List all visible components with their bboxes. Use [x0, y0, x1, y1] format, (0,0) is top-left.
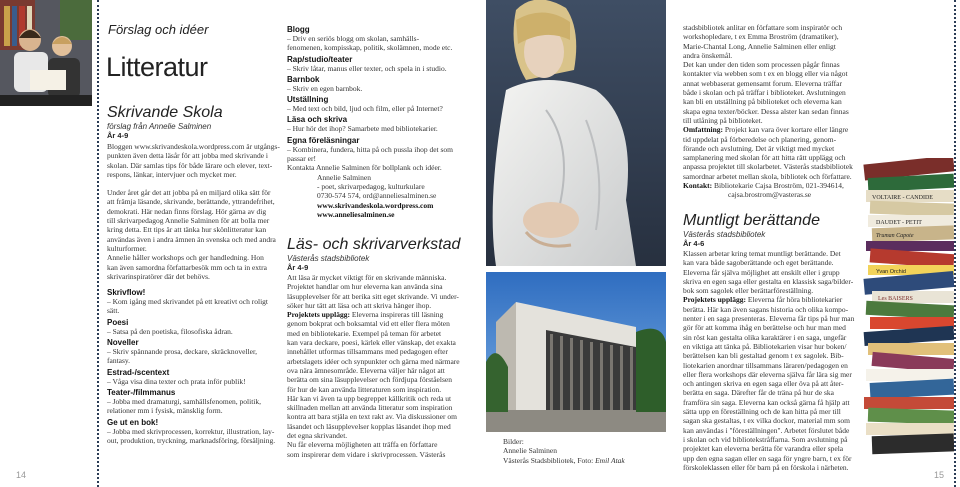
suggestion-line: – Satsa på den poetiska, filosofiska ådran.	[107, 326, 233, 336]
text-line: kontra att bara stjäla en text rakt av. Via diskussioner om	[287, 412, 457, 422]
caption-credit	[503, 456, 663, 465]
suggestion-line: – Jobba med dramaturgi, samhällsfenomen, politik,	[107, 396, 261, 406]
photographer-name: Emil Atak	[595, 455, 625, 465]
children-reading-photo	[0, 0, 92, 106]
suggestion-heading: Ge ut en bok!	[107, 417, 159, 427]
article-subtitle: Västerås stadsbibliotek	[287, 254, 370, 263]
suggestion-heading: Teater-/filmmanus	[107, 387, 176, 397]
suggestion-heading: Läsa och skriva	[287, 115, 348, 125]
book-spine-text: Yvan Orchid	[876, 269, 906, 275]
text-line: i skolan och vid bibliotekstråffarna. Som avslutning på	[683, 434, 848, 444]
text-line: andra önskemål.	[683, 50, 733, 60]
text-line: Eleverna inspireras till läsning	[350, 310, 444, 320]
text-line: kan även samordna författarbesök mm och ta in extra	[107, 262, 267, 272]
text-line: Projektet handlar om hur eleverna kan använda sina	[287, 282, 443, 292]
main-title: Litteratur	[106, 52, 208, 82]
age-range: År 4-9	[287, 263, 309, 272]
text-line: projektet kan eleverna berätta för varandra eller spela	[683, 444, 844, 454]
text-line: en viktiga att tänka på. Bibliotekarien visar hur boken/	[683, 341, 847, 351]
age-range: År 4-9	[107, 131, 129, 140]
annelie-salminen-portrait	[486, 0, 666, 266]
text-line: workshopledare, t ex Emma Broström (dramatiker),	[683, 32, 839, 42]
text-line: både i skolan och på träffar i biblioteket. Avslutningen	[683, 88, 846, 98]
contact-email[interactable]: cajsa.brostrom@vasteras.se	[728, 190, 812, 200]
text-line: Eleverna får höra bibliotekarier	[746, 295, 843, 305]
muntligt-berattande-article	[683, 212, 858, 472]
text-line: Att läsa är mycket viktigt för en skrivande människa.	[287, 273, 447, 282]
text-line: upp den egna sagan eller en saga för yngre barn, t ex för	[683, 453, 852, 463]
text-line: anpassa projektet till skolarbetet. Västerås stadsbibliotek	[683, 162, 853, 172]
text-line: sagan ska gestaltas, t ex vilka dockor, material mm som	[683, 416, 850, 426]
book-spine-text: DAUDET - PETIT	[876, 220, 922, 226]
text-line: Bibliotekarie Cajsa Broström, 021-394614,	[712, 181, 844, 191]
text-line: kan vara både sagoberättande och eget berättande.	[683, 258, 834, 268]
contact-name: Annelie Salminen	[317, 172, 371, 182]
suggestion-heading: Noveller	[107, 338, 139, 348]
library-building-photo	[486, 272, 666, 432]
text-line: skolan. Där samlas tips för både lärare och elever, text-	[107, 160, 273, 170]
text-line: Klassen arbetar kring temat muntligt berättande. Det	[683, 249, 841, 258]
suggestion-line: – Skriv låtar, manus eller texter, och spela in i studio.	[287, 63, 447, 73]
suggestion-line: fantasy.	[107, 356, 131, 366]
suggestion-list	[107, 288, 282, 445]
suggestion-line: – Skriv en egen barnbok.	[287, 83, 363, 93]
contact-web-link[interactable]: www.skrivandeskola.wordpress.com	[317, 200, 434, 210]
suggestion-line: sätt.	[107, 306, 120, 316]
text-line: liotekarien anordnar tillsammans läraren/pedagogen en	[683, 360, 848, 370]
text-line: berättelsen kan bli gestaltad genom t ex sagolek. Bib-	[683, 351, 844, 361]
article-intro	[107, 142, 282, 179]
text-line: läsandet och läsupplevelser kopplas läsandet ihop med	[287, 421, 451, 431]
text-line: ova nära ämnesområde. Eleverna väljer här något att	[287, 365, 445, 375]
text-line: Projekt kan vara över kortare eller längre	[723, 125, 849, 135]
text-line: tid uppdelat på förberedelse och planering, genom-	[683, 134, 837, 144]
text-line: skillnaden mellan att använda litteratur som inspiration	[287, 403, 453, 413]
suggestion-heading: Poesi	[107, 317, 129, 327]
text-line: nenter i en saga presenteras. Eleverna får tips på hur man	[683, 314, 855, 324]
text-line: förande och avslutning. Det är viktigt med mycket	[683, 143, 835, 153]
middle-suggestions	[287, 23, 477, 219]
suggestion-heading: Rap/studio/teater	[287, 54, 353, 64]
text-line: arbetslagets idéer och synpunkter och gärna med närmare	[287, 356, 460, 366]
suggestion-line: relationer mm i fysisk, mänsklig form.	[107, 406, 223, 416]
label-bold: Projektets upplägg:	[287, 310, 350, 320]
suggestion-heading: Egna föreläsningar	[287, 135, 360, 145]
text-line: och antingen skriva en egen saga eller öva på att åter-	[683, 379, 844, 389]
text-line: genom bokprat och boksamtal vid ett eller flera möten	[287, 319, 450, 329]
suggestion-heading: Barnbok	[287, 74, 320, 84]
las-skrivarverkstad-article	[287, 236, 477, 459]
text-line: kring detta. Ett tips är att tänka hur skönlitteratur kan	[107, 225, 267, 235]
text-line: Under året går det att jobba på en miljard olika sätt för	[107, 188, 271, 198]
text-line: innehållet utformas tillsammans med pedagogen efter	[287, 347, 448, 357]
text-line: skapa egna texter/böcker. Dessa alster kan sedan finnas	[683, 106, 849, 116]
text-line: med en bibliotekarie. Exempel på teman för arbetet	[287, 328, 442, 338]
text-line: eller flera workshops där eleverna själva får lära sig mer	[683, 369, 852, 379]
contact-intro: Kontakta Annelie Salminen för bollplank och idéer.	[287, 163, 442, 173]
article-paragraph	[107, 188, 282, 281]
label-bold: Kontakt:	[683, 181, 713, 191]
text-line: framföra sin saga. Eleverna kan också gärna få hjälp att	[683, 397, 850, 407]
text-line: förskoleklassen eller för barn på en förskola i närheten.	[683, 462, 849, 472]
suggestion-line: out, produktion, tryckning, marknadsföring, försäljning.	[107, 435, 276, 445]
text-line: Här kan vi även ta upp begreppet källkritik och reda ut	[287, 393, 452, 403]
page-number-right: 15	[934, 470, 945, 480]
text-line: annat webbaserat gemensamt forum. Eleverna träffar	[683, 78, 842, 88]
text-line: kan användas i "föreställningen". Arbetet förslutet både	[683, 425, 850, 435]
caption-label: Bilder:	[503, 437, 524, 446]
text-line: skriva en egen saga eller gestalta en klassisk saga/bilder-	[683, 276, 854, 286]
text-line: demokrati. Här nedan finns förslag. Hör gärna av dig	[107, 206, 267, 216]
section-title: Förslag och idéer	[108, 22, 209, 37]
suggestion-heading: Utställning	[287, 95, 329, 105]
skrivande-skola-article	[107, 104, 282, 445]
text-line: Bloggen www.skrivandeskola.wordpress.com är utgångs-	[107, 142, 280, 151]
text-line: Annelie håller workshops och ger handledning. Hon	[107, 253, 264, 263]
suggestion-line: passar er!	[287, 154, 316, 164]
suggestion-line: – Kom igång med skrivandet på ett kreativt och roligt	[107, 297, 269, 307]
text-line: för hur de kan använda litteraturen som inspiration.	[287, 384, 442, 394]
text-line: Nu får eleverna möjligheten att träffa en författare	[287, 440, 438, 450]
text-line: sätta upp en föreställning och de kan hitta på mer till	[683, 407, 841, 417]
label-bold: Omfattning:	[683, 125, 723, 135]
text-line: sin röst kan gestalta olika karaktärer i en saga, ungefär	[683, 332, 847, 342]
article-title: Skrivande Skola	[107, 104, 223, 121]
text-line: berätta om sina läsupplevelser och fördjupa förståelsen	[287, 375, 452, 385]
suggestion-line: – Driv en seriös blogg om skolan, samhälls-	[287, 34, 420, 43]
text-line: samordnar arbetet mellan skola, bibliotek och författare.	[683, 171, 852, 181]
text-line: kan bli en utställning på biblioteket och eleverna kan	[683, 97, 842, 107]
page-number-left: 14	[16, 470, 27, 480]
article-body	[287, 273, 477, 459]
age-range: År 4-6	[683, 239, 705, 248]
article-title: Läs- och skrivarverkstad	[287, 236, 461, 253]
text-line: söker hur tätt att läsa och att skriva hänger ihop.	[287, 300, 432, 310]
text-line: kontakter via webben som t ex en blogg eller via något	[683, 69, 848, 79]
text-line: läsupplevelser för att berika sitt eget skrivande. Vi under-	[287, 291, 459, 301]
suggestion-line: – Våga visa dina texter och prata inför publik!	[107, 376, 246, 386]
dotted-divider-right	[954, 0, 956, 487]
text-line: kulturformer.	[107, 243, 147, 253]
text-line: kan vara deckare, poesi, kärlek eller vänskap, det exakta	[287, 338, 456, 348]
text-line: punkten även detta läsår för att jobba med skrivande i	[107, 151, 268, 161]
text-line: det egna skrivandet.	[287, 431, 348, 441]
article-body	[683, 249, 858, 472]
suggestion-line: – Kombinera, fundera, hitta på och pussla ihop det som	[287, 144, 454, 154]
suggestion-heading: Skrivflow!	[107, 288, 146, 298]
contact-block	[287, 173, 477, 219]
text-line: till utlåning på biblioteket.	[683, 115, 763, 125]
article-subtitle: Västerås stadsbibliotek	[683, 230, 766, 239]
text-line: stadsbibliotek anlitar en författare som inspiratör och	[683, 23, 843, 32]
text-line: respons, länkar, intervjuer och mycket mer.	[107, 169, 237, 179]
label-bold: Projektets upplägg:	[683, 295, 746, 305]
photo-caption	[503, 437, 663, 465]
text-line: samplanering med skolan för att hitta rätt upplägg och	[683, 153, 846, 163]
dotted-divider-left	[97, 0, 99, 487]
suggestion-heading: Blogg	[287, 25, 310, 34]
text-line: till skrivarpedagog Annelie Salminen för att bolla mer	[107, 216, 270, 226]
text-line: att främja läsande, skrivande, berättande, yttrandefrihet,	[107, 197, 275, 207]
suggestion-line: – Med text och bild, ljud och film, eller på Internet?	[287, 104, 443, 114]
text-line: användas även i andra ämnen än svenska och med andra	[107, 234, 276, 244]
suggestion-line: – Hur hör det ihop? Samarbete med bibliotekarier.	[287, 124, 438, 134]
suggestion-line: – Skriv spännande prosa, deckare, skräcknoveller,	[107, 347, 258, 357]
article-title: Muntligt berättande	[683, 212, 820, 229]
caption-credit-prefix: Västerås Stadsbibliotek, Foto:	[503, 455, 596, 465]
text-line: bok som sagolek eller berättarföreställning.	[683, 286, 814, 296]
book-stack-photo	[862, 158, 954, 458]
book-spine-text: Les BAISERS	[878, 296, 913, 302]
text-line: gör för att komma ihåg en berättelse och hur man med	[683, 323, 846, 333]
book-spine-text: VOLTAIRE - CANDIDE	[872, 195, 933, 201]
book-spine-text: Truman Capote	[876, 233, 914, 239]
text-line: som inspirerar dem vidare i skrivprocessen. Västerås	[287, 449, 446, 459]
caption-line: Annelie Salminen	[503, 446, 557, 456]
contact-web-link[interactable]: www.anneliesalminen.se	[317, 209, 395, 219]
contact-phone-email[interactable]: 0730-574 574, ord@anneliesalminen.se	[317, 191, 437, 201]
suggestion-line: fenomenen, kompisskap, politik, skolämnen, mode etc.	[287, 43, 453, 53]
las-skrivarverkstad-continued	[683, 23, 858, 200]
suggestion-heading: Estrad-/scentext	[107, 367, 170, 377]
suggestion-line: – Jobba med skrivprocessen, korrektur, illustration, lay-	[107, 426, 275, 436]
text-line: Marie-Chantal Long, Annelie Salminen eller enligt	[683, 41, 836, 51]
contact-role: - poet, skrivarpedagog, kulturkulare	[317, 181, 425, 191]
text-line: Det kan under den tiden som processen pågår finnas	[683, 60, 840, 70]
article-subtitle: förslag från Annelie Salminen	[107, 122, 212, 131]
text-line: skrivarinspiratörer där det behövs.	[107, 271, 210, 281]
text-line: berätta. Här kan även sagans historia och olika kompo-	[683, 304, 849, 314]
text-line: Eleverna får själva möjlighet att enskilt eller i grupp	[683, 267, 840, 277]
text-line: berätta en saga. Därefter får de träna på hur de ska	[683, 388, 834, 398]
